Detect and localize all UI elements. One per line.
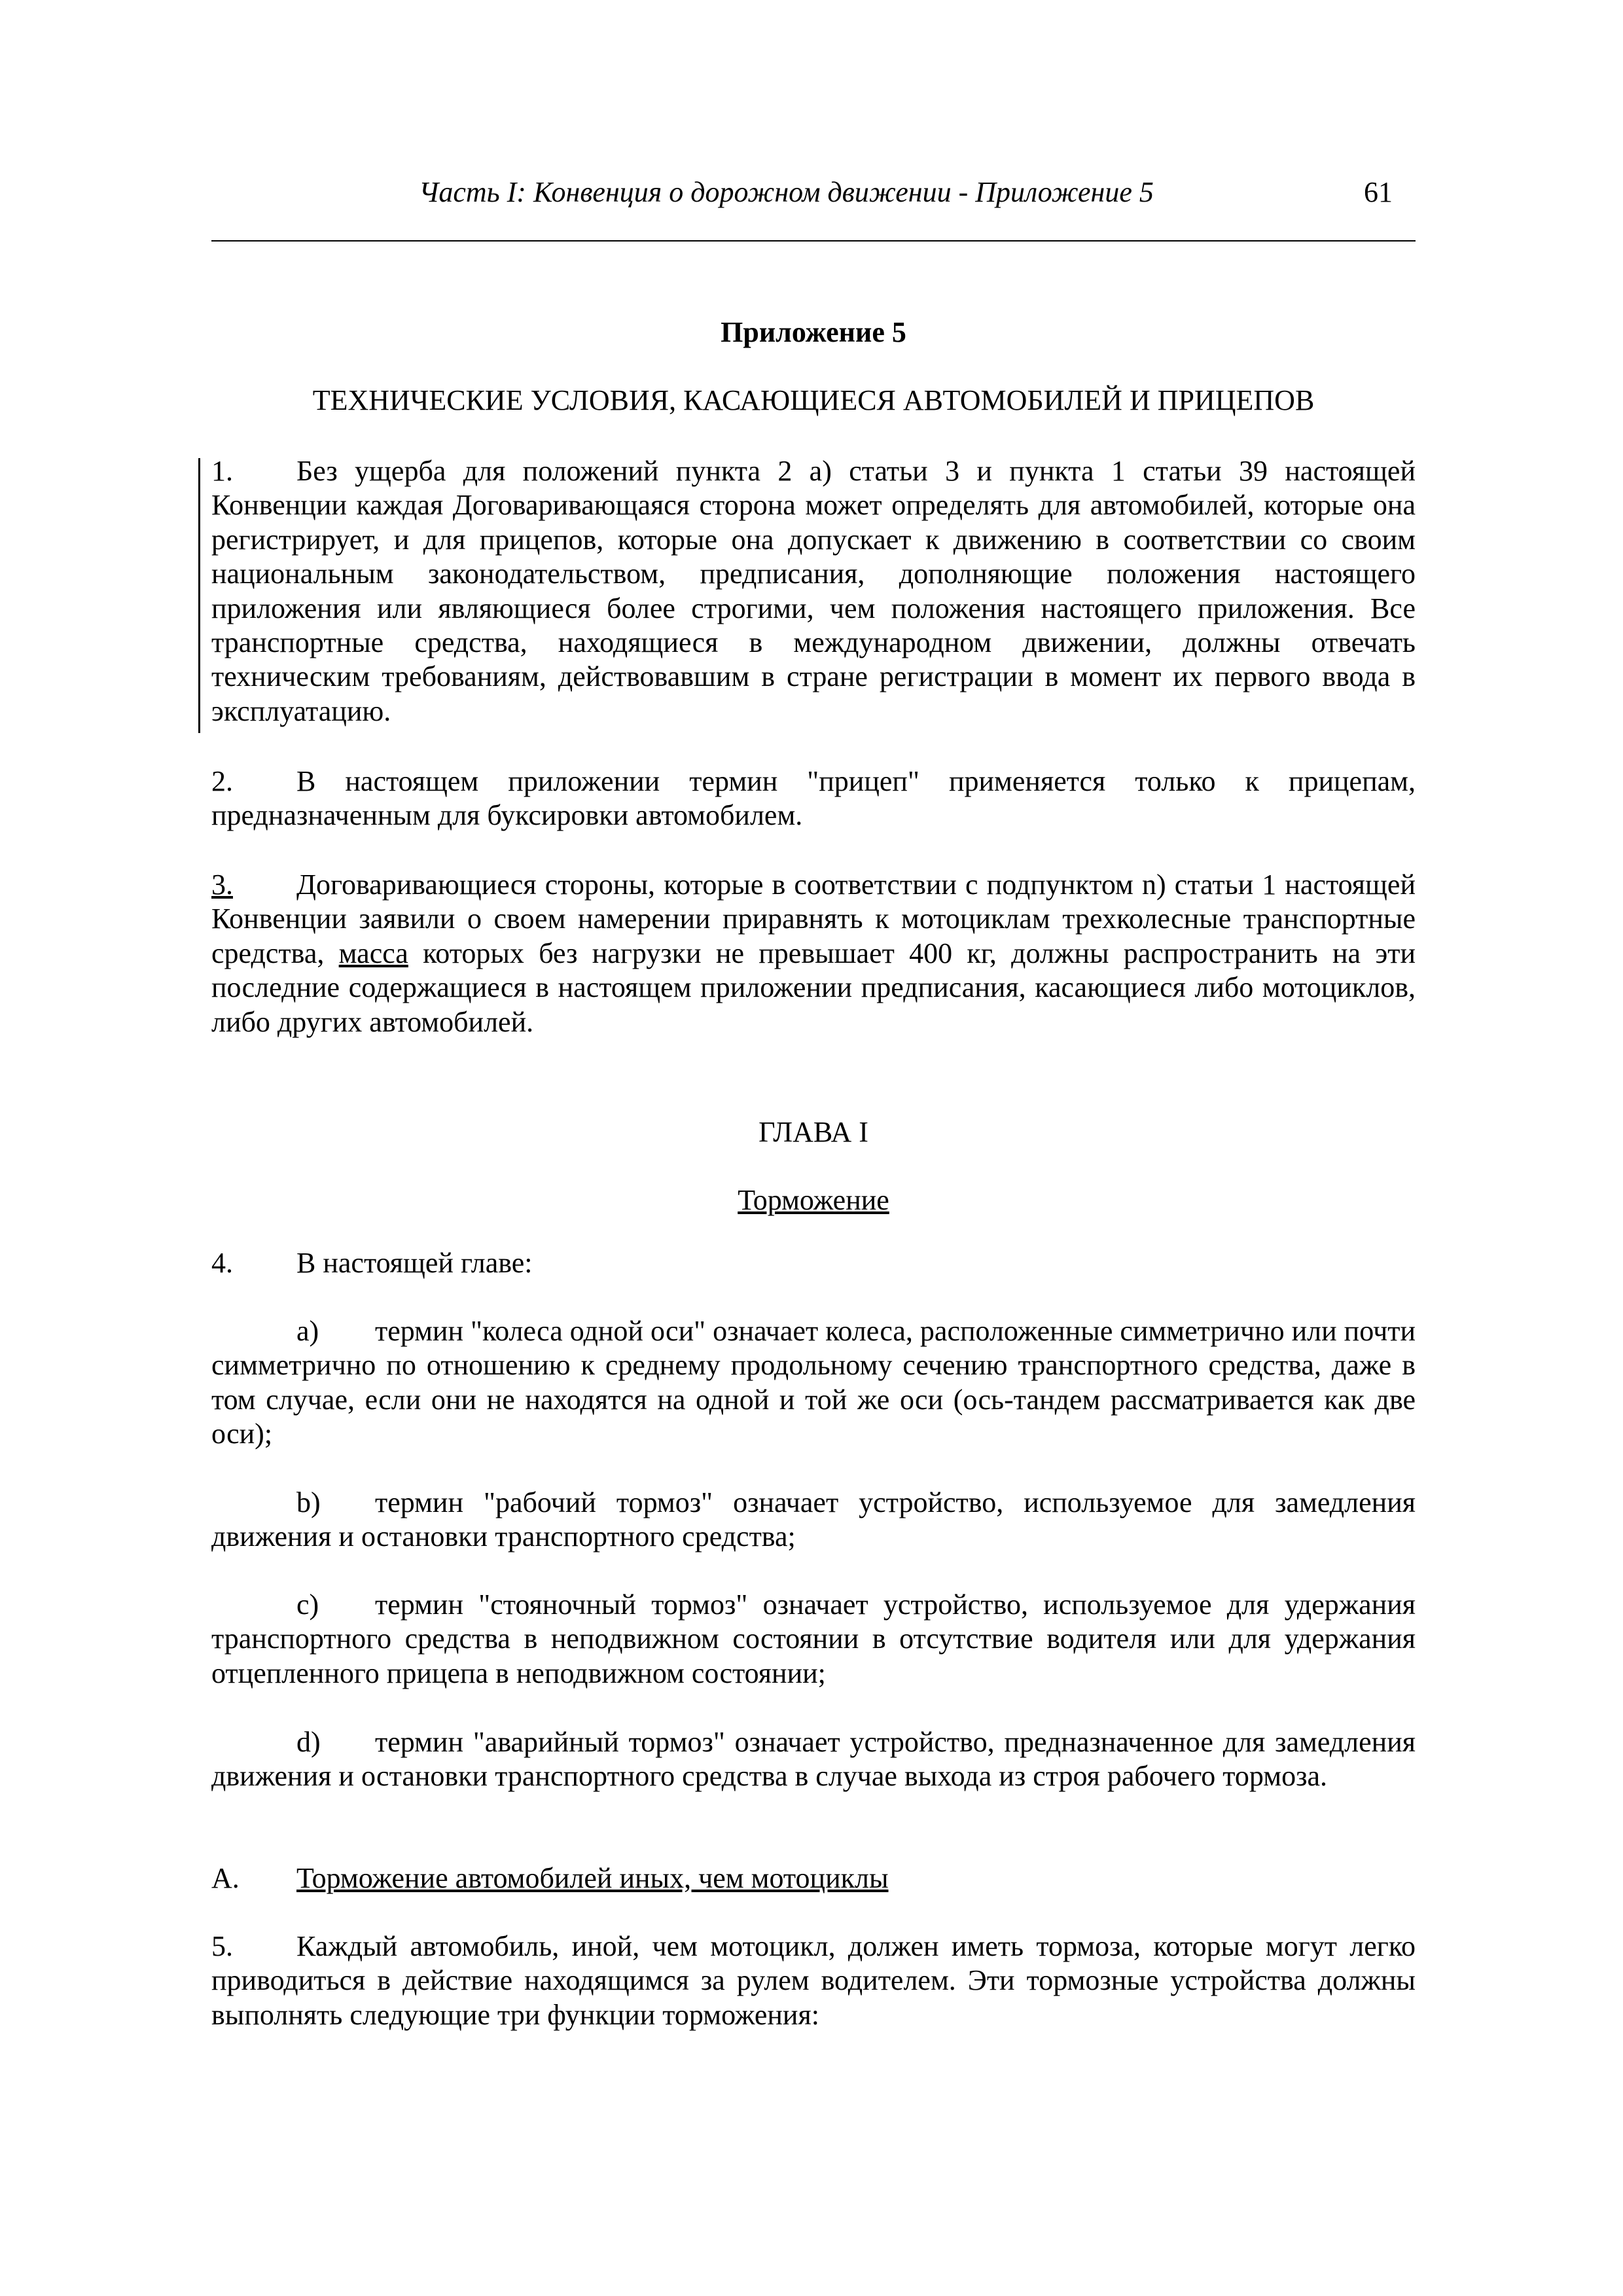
definition-item-c xyxy=(211,1588,1416,1691)
definition-item-a xyxy=(211,1314,1416,1452)
annex-title: Приложение 5 xyxy=(721,316,906,348)
item-letter: a) xyxy=(296,1315,319,1347)
page-number: 61 xyxy=(1364,176,1393,208)
paragraph-4 xyxy=(211,1246,1416,1280)
underlined-term: масса xyxy=(338,937,408,969)
chapter-subtitle: Торможение xyxy=(738,1184,889,1216)
item-text: термин "рабочий тормоз" означает устройство, используемое для замедления движения и остановки транспортного средства; xyxy=(211,1486,1416,1553)
paragraph-number: 1. xyxy=(211,455,233,487)
definition-item-b xyxy=(211,1486,1416,1554)
chapter-subtitle-row xyxy=(211,1181,1416,1220)
paragraph-number: 2. xyxy=(211,765,233,797)
paragraph-text: которых без нагрузки не превышает 400 кг, должны распространить на эти последние содержащиеся в настоящем приложении предписания, касающиеся либо мотоциклов, либо других автомобилей. xyxy=(211,937,1416,1038)
annex-section-title: ТЕХНИЧЕСКИЕ УСЛОВИЯ, КАСАЮЩИЕСЯ АВТОМОБИЛЕЙ И ПРИЦЕПОВ xyxy=(312,384,1315,416)
paragraph-2 xyxy=(211,764,1416,833)
paragraph-text: Каждый автомобиль, иной, чем мотоцикл, должен иметь тормоза, которые могут легко приводиться в действие находящимся за рулем водителем. Эти тормозные устройства должны выполнять следующие три функции торможения: xyxy=(211,1930,1416,2031)
item-letter: c) xyxy=(296,1588,319,1621)
running-header-title: Часть I: Конвенция о дорожном движении - Приложение 5 xyxy=(419,176,1154,208)
chapter-title: ГЛАВА I xyxy=(758,1116,868,1148)
header-divider xyxy=(211,240,1416,242)
paragraph-text: Без ущерба для положений пункта 2 a) статьи 3 и пункта 1 статьи 39 настоящей Конвенции каждая Договаривающаяся сторона может определять для автомобилей, которые она регистрирует, и для прицепов, которые она допускает к движению в соответствии со своим национальным законодательством, предписания, дополняющие положения настоящего приложения или являющиеся более строгими, чем положения настоящего приложения. Все транспортные средства, находящиеся в международном движении, должны отвечать техническим требованиям, действовавшим в стране регистрации в момент их первого ввода в эксплуатацию. xyxy=(211,455,1416,727)
item-letter: d) xyxy=(296,1726,321,1758)
paragraph-text: В настоящем приложении термин "прицеп" применяется только к прицепам, предназначенным для буксировки автомобилем. xyxy=(211,765,1416,832)
section-letter: A. xyxy=(211,1862,240,1894)
paragraph-text: Договаривающиеся стороны, которые в соответствии с подпунктом n) статьи 1 настоящей Конвенции заявили о своем намерении приравнять к мотоциклам трехколесные транспортные средства, xyxy=(211,869,1416,969)
paragraph-1 xyxy=(211,454,1416,728)
section-a-title: Торможение автомобилей иных, чем мотоциклы xyxy=(296,1862,889,1894)
item-text: термин "стояночный тормоз" означает устройство, используемое для удержания транспортного средства в неподвижном состоянии в отсутствие водителя или для удержания отцепленного прицепа в неподвижном состоянии; xyxy=(211,1588,1416,1689)
definition-item-d xyxy=(211,1725,1416,1794)
paragraph-text: В настоящей главе: xyxy=(296,1247,533,1279)
paragraph-5 xyxy=(211,1929,1416,2032)
item-letter: b) xyxy=(296,1486,321,1518)
item-text: термин "колеса одной оси" означает колеса, расположенные симметрично или почти симметрично по отношению к среднему продольному сечению транспортного средства, даже в том случае, если они не находятся на одной и той же оси (ось-тандем рассматривается как две оси); xyxy=(211,1315,1416,1450)
paragraph-3 xyxy=(211,868,1416,1039)
paragraph-number: 5. xyxy=(211,1930,233,1962)
paragraph-number: 4. xyxy=(211,1247,233,1279)
item-text: термин "аварийный тормоз" означает устройство, предназначенное для замедления движения и остановки транспортного средства в случае выхода из строя рабочего тормоза. xyxy=(211,1726,1416,1793)
paragraph-number: 3. xyxy=(211,869,233,901)
revision-change-bar xyxy=(198,458,200,733)
section-a-heading xyxy=(211,1861,1416,1895)
